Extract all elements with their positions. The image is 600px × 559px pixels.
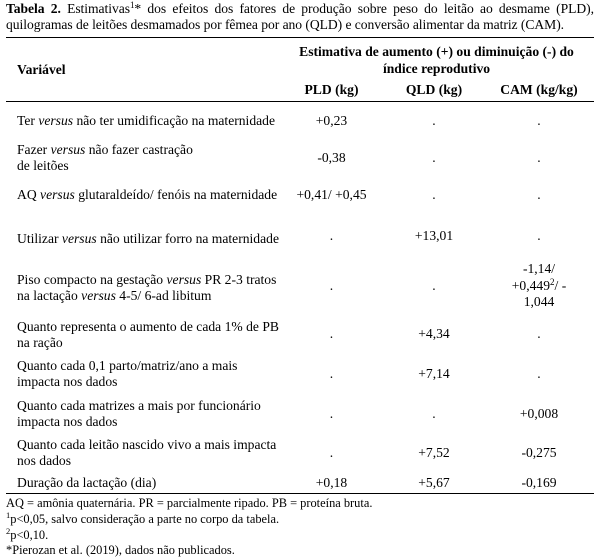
table-row <box>6 434 594 472</box>
row-variable: Quanto cada leitão nascido vivo a mais impacta nos dados <box>17 436 277 468</box>
cell-qld: . <box>432 113 436 129</box>
cell-qld: . <box>432 186 436 202</box>
row-variable: Quanto representa o aumento de cada 1% de PB na ração <box>17 319 279 351</box>
row-variable: AQ versus glutaraldeído/ fenóis na maternidade <box>17 186 278 202</box>
table-row <box>6 214 594 258</box>
table-row <box>6 140 594 176</box>
cell-pld: +0,41/ +0,45 <box>296 186 367 202</box>
header-qld: QLD (kg) <box>405 82 463 98</box>
table-row <box>6 472 594 494</box>
table-notes <box>6 496 594 558</box>
table-row <box>6 102 594 140</box>
note-abbreviations: AQ = amônia quaternária. PR = parcialmente ripado. PB = proteína bruta. <box>6 496 373 511</box>
cell-pld: . <box>329 365 334 381</box>
cell-cam: -0,169 <box>521 474 557 490</box>
note-2: $^2$p<0,10. <box>6 525 49 542</box>
caption-footnote-ref: 1 <box>129 0 135 10</box>
table-caption <box>6 0 594 33</box>
row-variable: Fazer versus não fazer castração de leitões <box>17 141 193 173</box>
data-table <box>6 37 594 494</box>
cell-cam: -0,275 <box>521 444 557 460</box>
cell-pld: +0,18 <box>315 474 348 490</box>
table-row <box>6 394 594 434</box>
header-estimate <box>279 38 594 80</box>
caption-label: Tabela 2. <box>6 1 61 16</box>
table-row <box>6 314 594 354</box>
cell-qld: +5,67 <box>418 474 450 490</box>
cell-cam: . <box>537 365 541 381</box>
cell-qld: +7,14 <box>418 365 450 381</box>
cell-pld: . <box>329 444 334 460</box>
cell-cam: -1,14/ $+0,449^2/$ - 1,044 <box>511 261 567 310</box>
note-1: $^1$p<0,05, salvo consideração a parte no corpo da tabela. <box>6 510 280 526</box>
cell-qld: . <box>432 405 436 421</box>
row-variable: Duração da lactação (dia) <box>17 474 157 490</box>
cell-pld: +0,23 <box>315 113 348 129</box>
cell-cam: +0,008 <box>519 405 559 421</box>
cell-cam: . <box>537 113 541 129</box>
cell-cam: . <box>537 149 541 165</box>
table-row <box>6 258 594 314</box>
note-source: *Pierozan et al. (2019), dados não publicados. <box>6 543 235 558</box>
cell-pld: . <box>329 405 334 421</box>
cell-pld: . <box>329 325 334 341</box>
caption-text: Estimativas <box>60 1 130 16</box>
cell-cam: . <box>537 227 541 243</box>
cell-qld: . <box>432 149 436 165</box>
cell-pld: . <box>329 277 334 293</box>
row-variable: Quanto cada matrizes a mais por funcionário impacta nos dados <box>17 397 261 429</box>
cell-qld: +4,34 <box>418 325 450 341</box>
table-row <box>6 176 594 214</box>
caption-text-rest: * dos efeitos dos fatores de produção sobre peso do leitão ao desmame (PLD), quilogramas de leitões desmamados por fêmea por ano (QLD) e conversão alimentar da matriz (CAM). <box>6 1 594 33</box>
row-variable: Utilizar versus não utilizar forro na maternidade <box>17 230 279 246</box>
cell-pld: -0,38 <box>317 149 346 165</box>
table-row <box>6 354 594 394</box>
row-variable: Piso compacto na gestação versus PR 2-3 tratos na lactação versus 4-5/ 6-ad libitum <box>17 271 277 303</box>
header-variable: Variável <box>17 61 66 77</box>
cell-cam: . <box>537 186 541 202</box>
cell-qld: +7,52 <box>418 444 450 460</box>
header-cam: CAM (kg/kg) <box>500 82 578 98</box>
cell-qld: +13,01 <box>414 227 454 243</box>
cell-pld: . <box>329 227 334 243</box>
header-estimate-text: Estimativa de aumento (+) ou diminuição (-) do índice reprodutivo <box>299 44 574 77</box>
row-variable: Ter versus não ter umidificação na maternidade <box>17 113 275 128</box>
cell-qld: . <box>432 277 436 293</box>
cell-cam: . <box>537 325 541 341</box>
header-pld: PLD (kg) <box>304 82 359 98</box>
row-variable: Quanto cada 0,1 parto/matriz/ano a mais impacta nos dados <box>17 357 238 389</box>
